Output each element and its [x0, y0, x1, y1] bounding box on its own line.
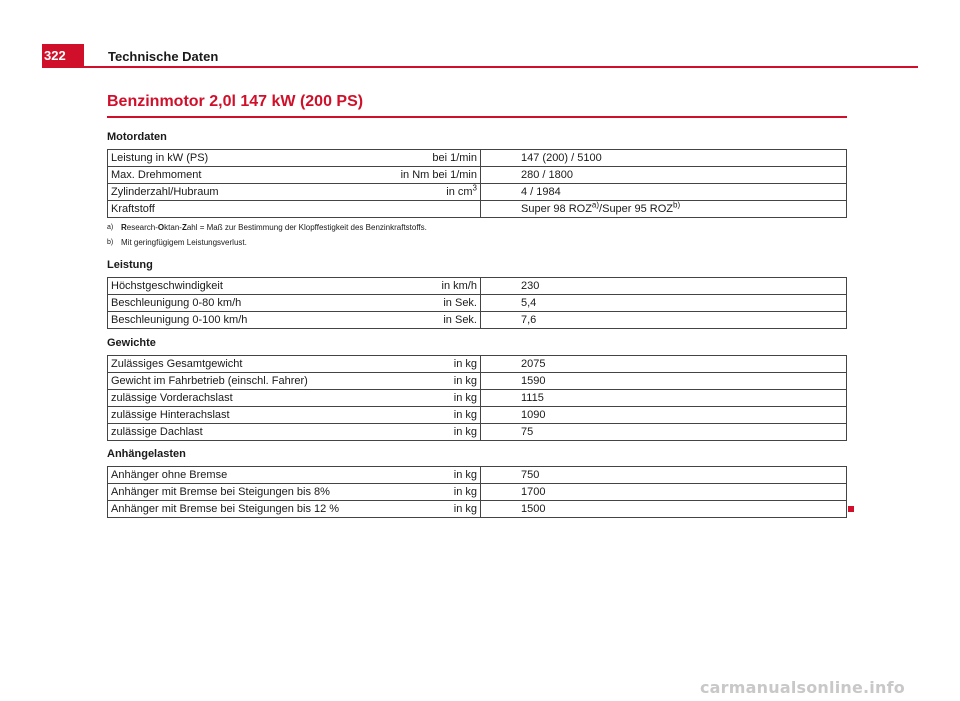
row-label-cell: [108, 150, 481, 167]
row-label-cell: [108, 407, 481, 424]
row-value: 2075: [481, 356, 847, 373]
page-number: 322: [42, 44, 84, 66]
row-label: Zulässiges Gesamtgewicht: [111, 358, 243, 370]
row-unit: in kg: [453, 503, 477, 515]
footnote-letter: O: [157, 223, 165, 232]
row-value: 1090: [481, 407, 847, 424]
row-value: 7,6: [481, 312, 847, 329]
row-label-cell: [108, 184, 481, 201]
section-title: Benzinmotor 2,0l 147 kW (200 PS): [107, 92, 847, 118]
row-unit: in km/h: [441, 280, 477, 292]
unit-text: in cm: [446, 186, 473, 198]
row-unit: in kg: [453, 392, 477, 404]
leistung-heading: Leistung: [107, 259, 153, 271]
table-row: [108, 312, 847, 329]
footnote-letter: R: [121, 223, 127, 232]
motordaten-table: [107, 149, 847, 218]
row-value: 1590: [481, 373, 847, 390]
gewichte-heading: Gewichte: [107, 337, 156, 349]
row-label: zulässige Vorderachslast: [111, 392, 233, 404]
table-row: [108, 201, 847, 218]
row-label-cell: [108, 501, 481, 518]
table-row: [108, 424, 847, 441]
row-label-cell: [108, 278, 481, 295]
row-label: Kraftstoff: [111, 203, 155, 215]
row-unit: in kg: [453, 426, 477, 438]
row-unit: in kg: [453, 469, 477, 481]
footnote-a: [107, 223, 427, 233]
motordaten-heading: Motordaten: [107, 131, 167, 143]
table-row: [108, 467, 847, 484]
footnote-text: ktan-: [164, 223, 182, 232]
row-label: Höchstgeschwindigkeit: [111, 280, 223, 292]
row-value: 5,4: [481, 295, 847, 312]
table-row: [108, 390, 847, 407]
row-label-cell: [108, 424, 481, 441]
footnote-letter: Z: [181, 223, 187, 232]
row-label-cell: [108, 484, 481, 501]
fuel-value-a: Super 98 ROZ: [521, 203, 592, 215]
row-unit: in kg: [453, 486, 477, 498]
row-label: Gewicht im Fahrbetrieb (einschl. Fahrer): [111, 375, 308, 387]
row-label-cell: [108, 390, 481, 407]
row-value: 4 / 1984: [481, 184, 847, 201]
leistung-table: [107, 277, 847, 329]
row-value: 1500: [481, 501, 847, 518]
footnote-mark: a): [107, 224, 114, 231]
row-unit: in Sek.: [443, 297, 477, 309]
table-row: [108, 167, 847, 184]
row-label: Zylinderzahl/Hubraum: [111, 186, 219, 198]
unit-superscript: 3: [472, 183, 477, 193]
row-unit: in kg: [453, 409, 477, 421]
row-label: Anhänger ohne Bremse: [111, 469, 228, 481]
row-value: 280 / 1800: [481, 167, 847, 184]
row-value: 75: [481, 424, 847, 441]
row-unit: in Nm bei 1/min: [400, 169, 477, 181]
row-label: Beschleunigung 0-100 km/h: [111, 314, 248, 326]
table-row: [108, 356, 847, 373]
footnote-b: [107, 238, 247, 248]
footnote-mark: b): [107, 239, 114, 246]
page-header: [42, 44, 918, 68]
row-value: 1115: [481, 390, 847, 407]
table-row: [108, 278, 847, 295]
row-label-cell: [108, 356, 481, 373]
table-row: [108, 407, 847, 424]
row-label: Beschleunigung 0-80 km/h: [111, 297, 242, 309]
row-value: 230: [481, 278, 847, 295]
footnote-ref-b: b): [673, 200, 681, 210]
row-label: zulässige Hinterachslast: [111, 409, 230, 421]
anhaengelasten-table: [107, 466, 847, 518]
fuel-value-b: /Super 95 ROZ: [599, 203, 674, 215]
row-label-cell: [108, 167, 481, 184]
row-value: [481, 201, 847, 218]
row-unit: [446, 184, 477, 200]
row-unit: in Sek.: [443, 314, 477, 326]
table-row: [108, 295, 847, 312]
row-unit: in kg: [453, 375, 477, 387]
row-label-cell: [108, 467, 481, 484]
row-label: Anhänger mit Bremse bei Steigungen bis 8%: [111, 486, 330, 498]
header-title: Technische Daten: [108, 49, 219, 64]
footnote-ref-a: a): [591, 200, 600, 210]
row-label-cell: [108, 373, 481, 390]
table-row: [108, 184, 847, 201]
footnote-text: Mit geringfügigem Leistungsverlust.: [121, 238, 247, 247]
row-label: Leistung in kW (PS): [111, 152, 209, 164]
table-row: [108, 150, 847, 167]
row-label-cell: [108, 201, 481, 218]
row-unit: bei 1/min: [432, 152, 477, 164]
row-value: 1700: [481, 484, 847, 501]
row-label: Max. Drehmoment: [111, 169, 202, 181]
section-end-marker: [848, 506, 854, 512]
row-unit: in kg: [453, 358, 477, 370]
row-label-cell: [108, 312, 481, 329]
gewichte-table: [107, 355, 847, 441]
table-row: [108, 373, 847, 390]
watermark: carmanualsonline.info: [700, 678, 905, 697]
row-value: 750: [481, 467, 847, 484]
row-label: Anhänger mit Bremse bei Steigungen bis 12 %: [111, 503, 340, 515]
row-label: zulässige Dachlast: [111, 426, 203, 438]
row-value: 147 (200) / 5100: [481, 150, 847, 167]
anhaengelasten-heading: Anhängelasten: [107, 448, 186, 460]
table-row: [108, 484, 847, 501]
footnote-text: ahl = Maß zur Bestimmung der Klopffestigkeit des Benzinkraftstoffs.: [186, 223, 427, 232]
footnote-text: esearch-: [126, 223, 158, 232]
row-label-cell: [108, 295, 481, 312]
table-row: [108, 501, 847, 518]
